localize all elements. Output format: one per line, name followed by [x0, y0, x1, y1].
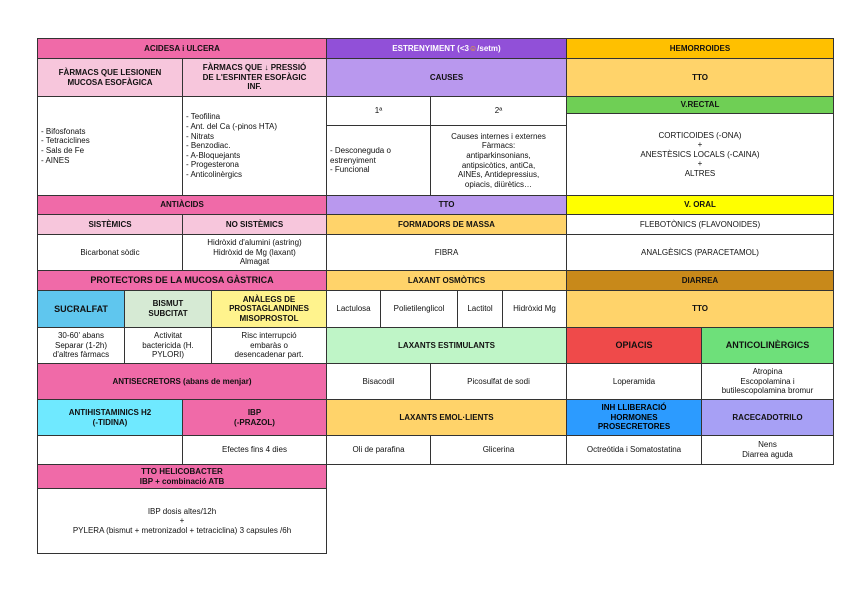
estrenyiment-emoji-icon: ☺ — [468, 43, 478, 53]
vrectal-header: V.RECTAL — [566, 96, 834, 114]
octreotida-value: Octreótida i Somatostatina — [566, 435, 702, 465]
nens-value: Nens Diarrea aguda — [701, 435, 834, 465]
header-protectors: PROTECTORS DE LA MUCOSA GÀSTRICA — [37, 270, 327, 291]
glicerina-value: Glicerina — [430, 435, 567, 465]
cause-1-value: - Desconeguda o estrenyiment - Funcional — [326, 125, 431, 196]
helicobacter-header: TTO HELICOBACTER IBP + combinació ATB — [37, 464, 327, 489]
farmacs-lesionen-header: FÀRMACS QUE LESIONEN MUCOSA ESOFÀGICA — [37, 58, 183, 97]
sucralfat-value: 30-60' abans Separar (1-2h) d'altres fàrmacs — [37, 327, 125, 364]
antihistaminics-header: ANTIHISTAMINICS H2 (-TIDINA) — [37, 399, 183, 436]
cause-2-header: 2ª — [430, 96, 567, 126]
oli-value: Oli de parafina — [326, 435, 431, 465]
analegs-header: ANÀLEGS DE PROSTAGLANDINES MISOPROSTOL — [211, 290, 327, 328]
no-sistemics-value: Hidròxid d'alumini (astring) Hidròxid de Mg (laxant) Almagat — [182, 234, 327, 271]
osmotic-item: Polietilenglicol — [380, 290, 458, 328]
no-sistemics-header: NO SISTÈMICS — [182, 214, 327, 235]
helicobacter-value: IBP dosis altes/12h + PYLERA (bismut + metronizadol + tetraciclina) 3 capsules /6h — [37, 488, 327, 554]
header-antiacids: ANTIÀCIDS — [37, 195, 327, 215]
osmotic-item: Lactulosa — [326, 290, 381, 328]
picosulfat-value: Picosulfat de sodi — [430, 363, 567, 400]
farmacs-pressio-header: FÀRMACS QUE ↓ PRESSIÓ DE L'ESFINTER ESOFÀGIC INF. — [182, 58, 327, 97]
estrenyiment-tto: TTO — [326, 195, 567, 215]
diarrea-header: DIARREA — [566, 270, 834, 291]
header-acidesa-ulcera: ACIDESA i ULCERA — [37, 38, 327, 59]
fibra-value: FIBRA — [326, 234, 567, 271]
bisacodil-value: Bisacodil — [326, 363, 431, 400]
sistemics-header: SISTÈMICS — [37, 214, 183, 235]
osmotic-item: Hidròxid Mg — [502, 290, 567, 328]
inh-header: INH LLIBERACIÓ HORMONES PROSECRETORES — [566, 399, 702, 436]
antisecretors-header: ANTISECRETORS (abans de menjar) — [37, 363, 327, 400]
loperamida-value: Loperamida — [566, 363, 702, 400]
racecadotrilo-header: RACECADOTRILO — [701, 399, 834, 436]
ibp-header: IBP (-PRAZOL) — [182, 399, 327, 436]
causes-header: CAUSES — [326, 58, 567, 97]
antihistaminics-value — [37, 435, 183, 465]
cause-2-value: Causes internes i externes Fàrmacs: antiparkinsonians, antipsicòtics, antiCa, AINEs, Antidepressius, opiacis, diürètics… — [430, 125, 567, 196]
farmacs-pressio-list: - Teofilina - Ant. del Ca (-pinos HTA) - Nitrats - Benzodiac. - A-Bloquejants - Progesterona - Anticolinèrgics — [182, 96, 327, 196]
emolients-header: LAXANTS EMOL·LIENTS — [326, 399, 567, 436]
formadors-header: FORMADORS DE MASSA — [326, 214, 567, 235]
diarrea-tto: TTO — [566, 290, 834, 328]
analegs-value: Risc interrupció embaràs o desencadenar part. — [211, 327, 327, 364]
analgesics-value: ANALGÈSICS (PARACETAMOL) — [566, 234, 834, 271]
estrenyiment-title-a: ESTRENYIMENT (<3 — [392, 43, 469, 53]
voral-header: V. ORAL — [566, 195, 834, 215]
header-hemorroides: HEMORROIDES — [566, 38, 834, 59]
hemorroides-tto: TTO — [566, 58, 834, 97]
bismut-value: Activitat bactericida (H. PYLORI) — [124, 327, 212, 364]
anticolinergics-header: ANTICOLINÈRGICS — [701, 327, 834, 364]
cause-1-header: 1ª — [326, 96, 431, 126]
flebotonics-value: FLEBOTÒNICS (FLAVONOIDES) — [566, 214, 834, 235]
farmacs-lesionen-list: - Bifosfonats - Tetraciclines - Sals de Fe - AINES — [37, 96, 183, 196]
atropina-value: Atropina Escopolamina i butilescopolamina bromur — [701, 363, 834, 400]
osmotic-item: Lactitol — [457, 290, 503, 328]
sucralfat-header: SUCRALFAT — [37, 290, 125, 328]
estimulants-header: LAXANTS ESTIMULANTS — [326, 327, 567, 364]
osmotics-header: LAXANT OSMÒTICS — [326, 270, 567, 291]
bismut-header: BISMUT SUBCITAT — [124, 290, 212, 328]
header-estrenyiment — [326, 38, 567, 59]
opiacis-header: OPIACIS — [566, 327, 702, 364]
estrenyiment-title-b: /setm) — [477, 43, 501, 53]
ibp-value: Efectes fins 4 dies — [182, 435, 327, 465]
vrectal-value: CORTICOIDES (-ONA) + ANESTÈSICS LOCALS (-CAINA) + ALTRES — [566, 113, 834, 196]
sistemics-value: Bicarbonat sòdic — [37, 234, 183, 271]
